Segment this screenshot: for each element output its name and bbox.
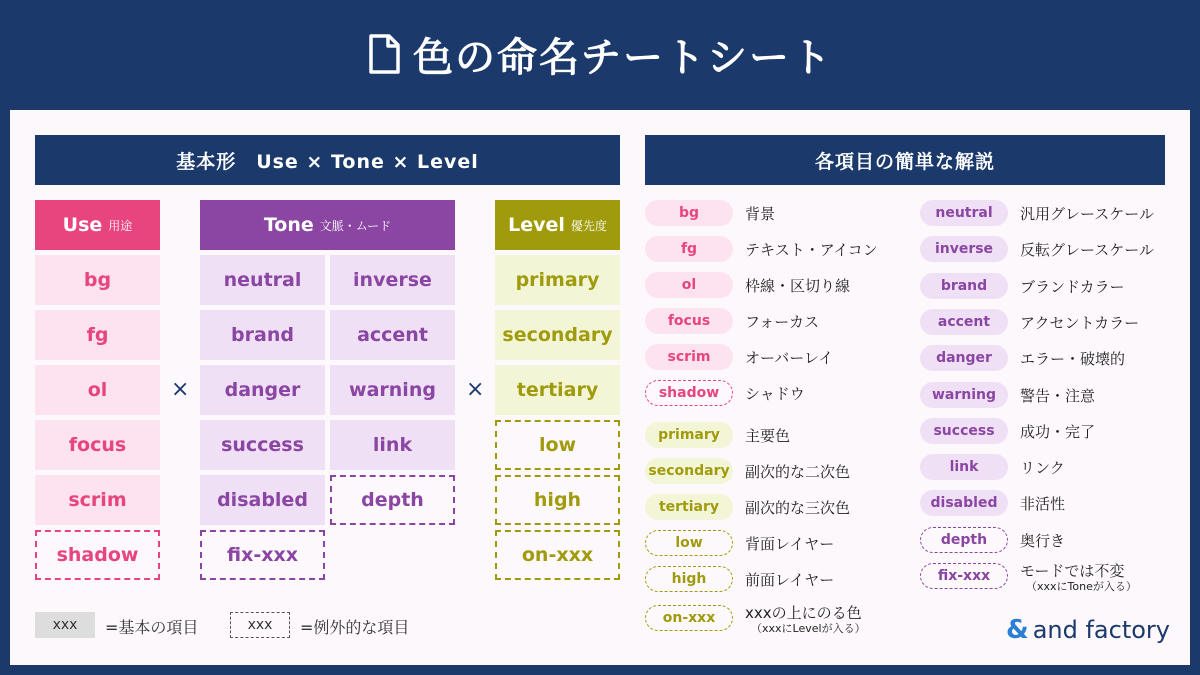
tone-header-label: Tone — [263, 214, 314, 236]
glossary-desc-text: テキスト・アイコン — [745, 241, 878, 259]
glossary-desc-warning — [1020, 385, 1095, 406]
document-icon — [367, 34, 401, 74]
glossary-desc-bg — [745, 203, 775, 224]
glossary-desc-text: 副次的な二次色 — [745, 463, 851, 481]
use-header — [35, 200, 160, 250]
tone-header — [200, 200, 455, 250]
left-header: 基本形 Use × Tone × Level — [35, 135, 620, 185]
glossary-term-fix-xxx: fix-xxx — [920, 563, 1008, 589]
content-panel — [10, 110, 1190, 665]
glossary-term-tertiary: tertiary — [645, 494, 733, 520]
glossary-desc-text: シャドウ — [745, 385, 805, 403]
level-header — [495, 200, 620, 250]
glossary-term-primary: primary — [645, 422, 733, 448]
legend-basic-box: xxx — [35, 612, 95, 638]
glossary-term-secondary: secondary — [645, 458, 733, 484]
glossary-term-scrim: scrim — [645, 344, 733, 370]
level-cell-secondary: secondary — [495, 310, 620, 360]
glossary-desc-text: 副次的な三次色 — [745, 499, 851, 517]
glossary-term-link: link — [920, 454, 1008, 480]
glossary-term-warning: warning — [920, 382, 1008, 408]
tone-header-sublabel: 文脈・ムード — [319, 218, 392, 233]
glossary-term-focus: focus — [645, 308, 733, 334]
glossary-desc-secondary — [745, 461, 850, 482]
use-cell-scrim: scrim — [35, 475, 160, 525]
level-cell-tertiary: tertiary — [495, 365, 620, 415]
glossary-desc-inverse — [1020, 239, 1154, 260]
use-header-label: Use — [62, 214, 103, 236]
glossary-desc-text: 背面レイヤー — [745, 535, 835, 553]
glossary-desc-disabled — [1020, 493, 1065, 514]
page-title — [0, 0, 1200, 108]
tone-cell-disabled: disabled — [200, 475, 325, 525]
glossary-desc-neutral — [1020, 203, 1154, 224]
level-cell-on-xxx: on-xxx — [495, 530, 620, 580]
times-sign-2: × — [466, 377, 485, 402]
level-cell-low: low — [495, 420, 620, 470]
glossary-desc-high — [745, 569, 834, 590]
glossary-desc-brand — [1020, 276, 1125, 297]
tone-cell-link: link — [330, 420, 455, 470]
glossary-term-brand: brand — [920, 273, 1008, 299]
glossary-desc-text: エラー・破壊的 — [1020, 350, 1126, 369]
glossary-desc-text: 成功・完了 — [1020, 422, 1096, 441]
glossary-desc-text: モードでは不変 — [1020, 562, 1125, 580]
glossary-desc-ol — [745, 275, 850, 296]
glossary-term-ol: ol — [645, 272, 733, 298]
glossary-desc-text: ブランドカラー — [1020, 277, 1125, 296]
level-header-sublabel: 優先度 — [570, 218, 607, 233]
glossary-term-accent: accent — [920, 309, 1008, 335]
glossary-term-neutral: neutral — [920, 200, 1008, 226]
glossary-desc-note: （xxxにLevelが入る） — [751, 622, 866, 635]
glossary-desc-text: リンク — [1020, 459, 1065, 478]
use-cell-bg: bg — [35, 255, 160, 305]
glossary-desc-text: 非活性 — [1020, 495, 1066, 514]
glossary-term-danger: danger — [920, 345, 1008, 371]
glossary-desc-on-xxx — [745, 602, 866, 635]
glossary-desc-text: 背景 — [745, 205, 776, 223]
tone-cell-danger: danger — [200, 365, 325, 415]
level-cell-high: high — [495, 475, 620, 525]
glossary-desc-accent — [1020, 312, 1139, 333]
use-cell-focus: focus — [35, 420, 160, 470]
glossary-term-on-xxx: on-xxx — [645, 605, 733, 631]
brand-logo — [1006, 615, 1170, 645]
level-cell-primary: primary — [495, 255, 620, 305]
use-cell-shadow: shadow — [35, 530, 160, 580]
glossary-desc-low — [745, 533, 834, 554]
legend-exception-box: xxx — [230, 612, 290, 638]
glossary-term-bg: bg — [645, 200, 733, 226]
glossary-desc-text: xxxの上にのる色 — [745, 604, 862, 622]
glossary-desc-text: 枠線・区切り線 — [745, 277, 851, 295]
tone-cell-neutral: neutral — [200, 255, 325, 305]
glossary-desc-fix-xxx — [1020, 560, 1137, 593]
glossary-desc-text: 主要色 — [745, 427, 791, 445]
glossary-desc-text: オーバーレイ — [745, 349, 834, 367]
glossary-desc-text: フォーカス — [745, 313, 819, 331]
glossary-desc-danger — [1020, 348, 1125, 369]
tone-cell-inverse: inverse — [330, 255, 455, 305]
right-header: 各項目の簡単な解説 — [645, 135, 1165, 185]
use-cell-fg: fg — [35, 310, 160, 360]
glossary-desc-success — [1020, 421, 1095, 442]
glossary-term-shadow: shadow — [645, 380, 733, 406]
glossary-desc-text: 汎用グレースケール — [1020, 205, 1154, 223]
glossary-term-low: low — [645, 530, 733, 556]
tone-cell-accent: accent — [330, 310, 455, 360]
brand-name: and factory — [1032, 616, 1170, 644]
glossary-term-inverse: inverse — [920, 236, 1008, 262]
brand-ampersand: & — [1006, 615, 1029, 645]
glossary-desc-tertiary — [745, 497, 850, 518]
glossary-term-disabled: disabled — [920, 490, 1008, 516]
title-text: 色の命名チートシート — [413, 34, 833, 81]
use-cell-ol: ol — [35, 365, 160, 415]
glossary-desc-fg — [745, 239, 878, 260]
glossary-desc-text: 前面レイヤー — [745, 571, 835, 589]
use-header-sublabel: 用途 — [108, 218, 133, 233]
glossary-desc-scrim — [745, 347, 833, 368]
tone-cell-brand: brand — [200, 310, 325, 360]
glossary-desc-text: 警告・注意 — [1020, 386, 1096, 405]
glossary-desc-shadow — [745, 383, 805, 404]
glossary-term-depth: depth — [920, 527, 1008, 553]
times-sign-1: × — [171, 377, 190, 402]
glossary-desc-text: アクセントカラー — [1020, 313, 1140, 332]
tone-cell-warning: warning — [330, 365, 455, 415]
tone-cell-depth: depth — [330, 475, 455, 525]
glossary-term-high: high — [645, 566, 733, 592]
legend-basic-text: =基本の項目 — [105, 618, 199, 637]
glossary-desc-link — [1020, 457, 1065, 478]
glossary-term-fg: fg — [645, 236, 733, 262]
glossary-desc-focus — [745, 311, 819, 332]
glossary-desc-text: 奥行き — [1020, 531, 1066, 550]
glossary-desc-text: 反転グレースケール — [1020, 241, 1154, 260]
level-header-label: Level — [508, 214, 565, 236]
glossary-desc-depth — [1020, 530, 1065, 551]
legend-exception-text: =例外的な項目 — [300, 618, 410, 637]
glossary-term-success: success — [920, 418, 1008, 444]
tone-cell-fix-xxx: fix-xxx — [200, 530, 325, 580]
tone-cell-success: success — [200, 420, 325, 470]
glossary-desc-note: （xxxにToneが入る） — [1026, 580, 1137, 593]
glossary-desc-primary — [745, 425, 790, 446]
